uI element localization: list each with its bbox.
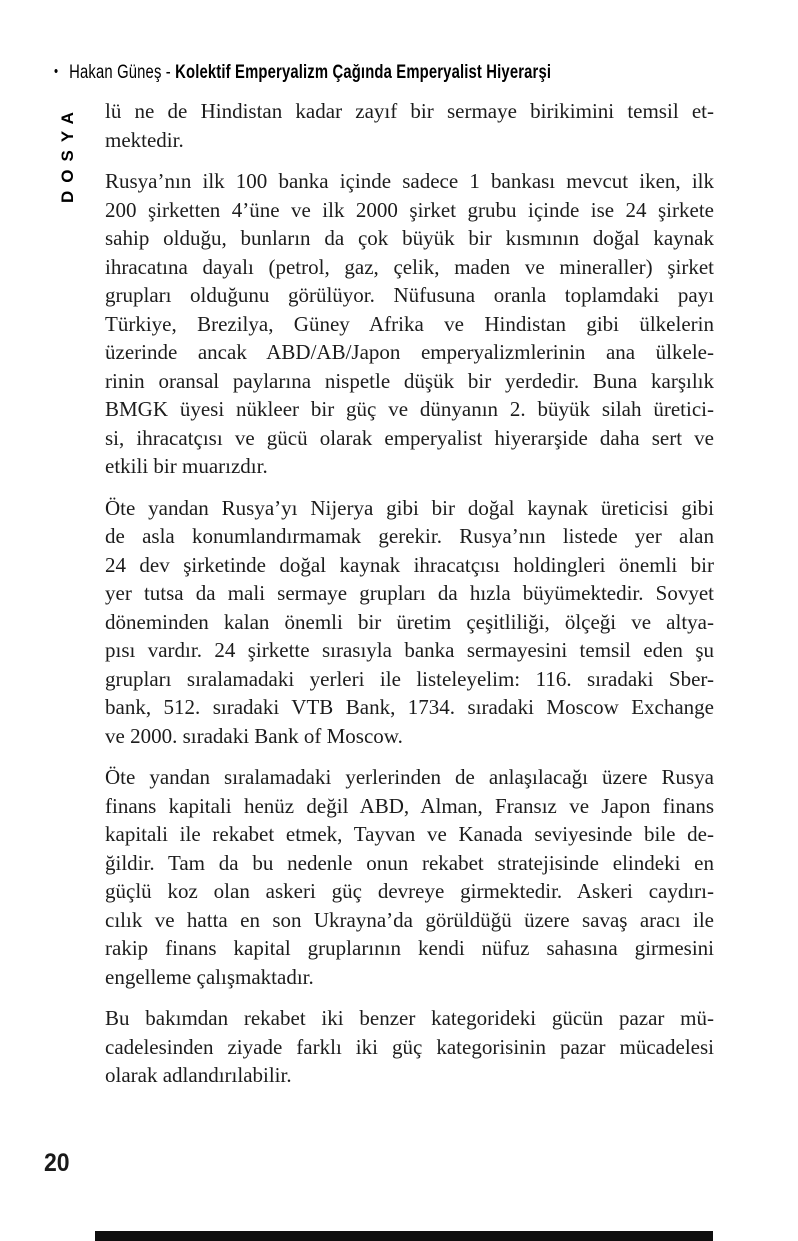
text-line: Öte yandan Rusya’yı Nijerya gibi bir doğal kaynak üreticisi gibi xyxy=(105,495,714,520)
author-name: Hakan Güneş xyxy=(69,62,162,83)
page-header xyxy=(54,62,551,84)
text-line: rinin oransal paylarına nispetle düşük bir yerdedir. Buna karşılık xyxy=(105,368,714,393)
text-line: Türkiye, Brezilya, Güney Afrika ve Hindistan gibi ülkelerin xyxy=(105,311,714,336)
text-line: lü ne de Hindistan kadar zayıf bir sermaye birikimini temsil et- xyxy=(105,99,714,123)
text-line: finans kapitali henüz değil ABD, Alman, Fransız ve Japon finans xyxy=(105,793,714,818)
text-line: grupları sıralamadaki yerleri ile listeleyelim: 116. sıradaki Sber- xyxy=(105,666,714,691)
paragraph xyxy=(105,167,714,481)
text-line: ğildir. Tam da bu nedenle onun rekabet stratejisinde elindeki en xyxy=(105,850,714,875)
chapter-title: Kolektif Emperyalizm Çağında Emperyalist Hiyerarşi xyxy=(175,62,552,83)
text-line: BMGK üyesi nükleer bir güç ve dünyanın 2. büyük silah üretici- xyxy=(105,397,714,421)
text-line: bank, 512. sıradaki VTB Bank, 1734. sıradaki Moscow Exchange xyxy=(105,695,714,719)
paragraph xyxy=(105,494,714,751)
body-text xyxy=(105,97,714,1103)
text-line: de asla konumlandırmamak gerekir. Rusya’nın listede yer alan xyxy=(105,524,714,548)
text-line: üzerinde ancak ABD/AB/Japon emperyalizmlerinin ana ülkele- xyxy=(105,340,714,364)
paragraph xyxy=(105,97,714,154)
text-line: cadelesinden ziyade farklı iki güç kategorisinin pazar mücadelesi xyxy=(105,1034,714,1059)
text-line: Bu bakımdan rekabet iki benzer kategorideki gücün pazar mü- xyxy=(105,1006,714,1030)
text-line: cılık ve hatta en son Ukrayna’da görüldüğü üzere savaş aracı ile xyxy=(105,907,714,932)
text-line: Öte yandan sıralamadaki yerlerinden de anlaşılacağı üzere Rusya xyxy=(105,765,714,789)
text-line: 200 şirketten 4’üne ve ilk 2000 şirket grubu içinde ise 24 şirkete xyxy=(105,197,714,222)
text-line: 24 dev şirketinde doğal kaynak ihracatçısı holdingleri önemli bir xyxy=(105,552,714,577)
section-label-vertical: DOSYA xyxy=(58,104,77,203)
text-line: ve 2000. sıradaki Bank of Moscow. xyxy=(105,723,403,748)
text-line: döneminden kalan önemli bir üretim çeşitliliği, ölçeği ve altya- xyxy=(105,609,714,634)
text-line: ihracatına dayalı (petrol, gaz, çelik, maden ve mineraller) şirket xyxy=(105,254,714,279)
text-line: rakip finans kapital gruplarının kendi nüfuz sahasına girmesini xyxy=(105,936,714,960)
text-line: pısı vardır. 24 şirkette sırasıyla banka sermayesini temsil eden şu xyxy=(105,638,714,662)
text-line: kapitali ile rekabet etmek, Tayvan ve Kanada seviyesinde bile de- xyxy=(105,822,714,846)
header-separator: - xyxy=(161,62,176,83)
bullet-icon: • xyxy=(54,63,59,80)
page-number: 20 xyxy=(44,1149,70,1177)
text-line: si, ihracatçısı ve gücü olarak emperyalist hiyerarşide daha sert ve xyxy=(105,425,714,450)
text-line: yer tutsa da mali sermaye grupları da hızla büyümektedir. Sovyet xyxy=(105,581,714,605)
page-edge-bar xyxy=(95,1231,713,1241)
text-line: engelleme çalışmaktadır. xyxy=(105,964,314,989)
paragraph xyxy=(105,1004,714,1090)
text-line: mektedir. xyxy=(105,127,184,152)
text-line: güçlü koz olan askeri güç devreye girmektedir. Askeri caydırı- xyxy=(105,879,714,903)
text-line: olarak adlandırılabilir. xyxy=(105,1063,292,1087)
text-line: grupları olduğunu görülüyor. Nüfusuna oranla toplamdaki payı xyxy=(105,283,714,307)
text-line: sahip olduğu, bunların da çok büyük bir kısmının doğal kaynak xyxy=(105,226,714,250)
paragraph xyxy=(105,763,714,991)
text-line: Rusya’nın ilk 100 banka içinde sadece 1 bankası mevcut iken, ilk xyxy=(105,169,714,193)
text-line: etkili bir muarızdır. xyxy=(105,454,268,478)
